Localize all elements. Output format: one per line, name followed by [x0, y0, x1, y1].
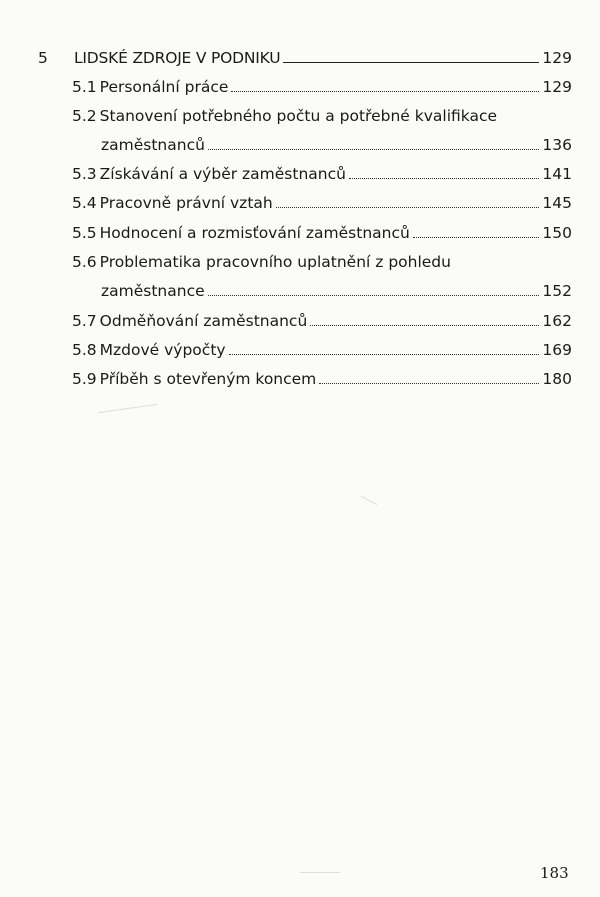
section-page-number: 152 — [542, 282, 572, 300]
leader-dots — [413, 237, 540, 238]
section-title: Pracovně právní vztah — [99, 194, 273, 212]
toc-section-continuation — [101, 130, 572, 154]
leader-dots — [276, 207, 540, 208]
section-title: Mzdové výpočty — [99, 341, 226, 359]
section-page-number: 169 — [542, 341, 572, 359]
section-number: 5.6 — [72, 253, 97, 271]
section-title: Stanovení potřebného počtu a potřebné kvalifikace — [99, 107, 498, 125]
leader-dots — [310, 325, 539, 326]
toc-section-entry — [72, 218, 572, 242]
section-number: 5.4 — [72, 194, 97, 212]
section-title: Hodnocení a rozmisťování zaměstnanců — [99, 224, 410, 242]
leader-dots — [231, 91, 539, 92]
toc-section-entry — [72, 306, 572, 330]
leader-dots — [319, 383, 539, 384]
toc-section-entry — [72, 101, 572, 125]
scan-mark — [98, 404, 158, 413]
section-title-continuation: zaměstnanců — [101, 136, 205, 154]
scan-mark — [300, 872, 340, 873]
toc-section-entry — [72, 364, 572, 388]
toc-section-entry — [72, 159, 572, 183]
section-title: Odměňování zaměstnanců — [99, 312, 308, 330]
page-folio-number: 183 — [540, 864, 569, 882]
section-page-number: 180 — [542, 370, 572, 388]
section-page-number: 136 — [542, 136, 572, 154]
toc-section-entry — [72, 188, 572, 212]
chapter-title: LIDSKÉ ZDROJE V PODNIKU — [74, 49, 281, 67]
section-title: Problematika pracovního uplatnění z pohledu — [99, 253, 451, 271]
section-number: 5.1 — [72, 78, 97, 96]
section-title: Získávání a výběr zaměstnanců — [99, 165, 346, 183]
section-number: 5.2 — [72, 107, 97, 125]
section-number: 5.9 — [72, 370, 97, 388]
leader-dots — [208, 295, 540, 296]
section-title: Personální práce — [99, 78, 229, 96]
scan-mark — [361, 496, 377, 505]
leader-dots — [208, 149, 539, 150]
section-page-number: 129 — [542, 78, 572, 96]
section-number: 5.3 — [72, 165, 97, 183]
toc-chapter-entry — [38, 43, 572, 67]
section-number: 5.8 — [72, 341, 97, 359]
section-page-number: 141 — [542, 165, 572, 183]
toc-section-continuation — [101, 276, 572, 300]
section-title: Příběh s otevřeným koncem — [99, 370, 317, 388]
section-page-number: 150 — [542, 224, 572, 242]
toc-section-entry — [72, 335, 572, 359]
chapter-page-number: 129 — [542, 49, 572, 67]
toc-section-entry — [72, 72, 572, 96]
section-number: 5.5 — [72, 224, 97, 242]
section-number: 5.7 — [72, 312, 97, 330]
leader-dots — [229, 354, 540, 355]
chapter-number: 5 — [38, 49, 48, 67]
toc-section-entry — [72, 247, 572, 271]
section-page-number: 145 — [542, 194, 572, 212]
section-title-continuation: zaměstnance — [101, 282, 205, 300]
leader-line — [283, 62, 539, 63]
section-page-number: 162 — [542, 312, 572, 330]
leader-dots — [349, 178, 539, 179]
